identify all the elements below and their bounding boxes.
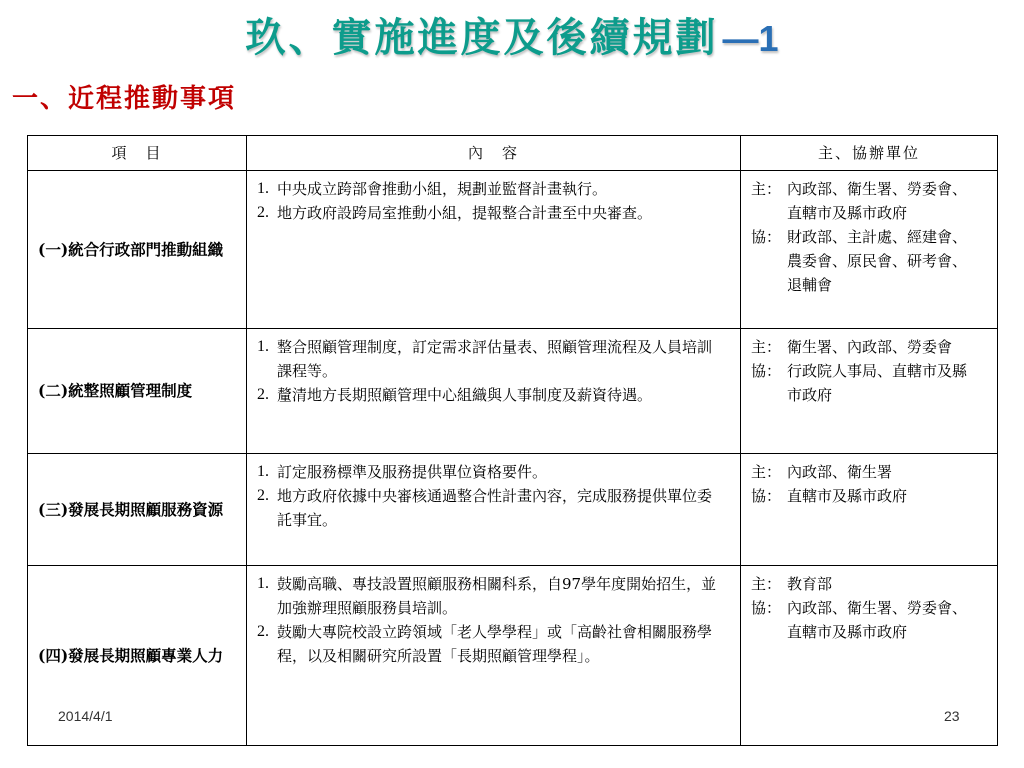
unit-text: 教育部 (787, 575, 833, 593)
unit-line (751, 335, 975, 359)
unit-role: 協： (751, 362, 782, 380)
unit-role: 協： (751, 599, 782, 617)
unit-line (751, 572, 975, 596)
row-item-cell (28, 329, 247, 454)
row-content-cell (247, 566, 741, 746)
row-item-cell (28, 454, 247, 566)
content-number: 1. (257, 180, 269, 197)
row-item-cell (28, 171, 247, 329)
slide-title (0, 6, 1024, 63)
slide-date: 2014/4/1 (58, 708, 113, 724)
unit-line (751, 484, 975, 508)
table-row (28, 454, 998, 566)
slide-title-text: 玖、實施進度及後續規劃 (245, 14, 719, 61)
row-content-cell (247, 171, 741, 329)
unit-line (751, 460, 975, 484)
content-number: 2. (257, 386, 269, 403)
content-text: 地方政府設跨局室推動小組，提報整合計畫至中央審查。 (277, 204, 653, 222)
unit-text: 內政部、衛生署、勞委會、直轄市及縣市政府 (787, 599, 968, 641)
unit-role: 主： (751, 338, 782, 356)
content-line (257, 460, 718, 484)
row-item: (二)統整照顧管理制度 (38, 381, 193, 400)
unit-line (751, 225, 975, 297)
table-row (28, 171, 998, 329)
row-content-cell (247, 454, 741, 566)
header-content: 內 容 (247, 136, 741, 171)
unit-role: 主： (751, 463, 782, 481)
content-line (257, 177, 718, 201)
header-units: 主、協辦單位 (741, 136, 998, 171)
content-text: 地方政府依據中央審核通過整合性計畫內容，完成服務提供單位委託事宜。 (277, 487, 713, 529)
row-item: (四)發展長期照顧專業人力 (38, 645, 224, 665)
content-line (257, 620, 718, 668)
unit-text: 行政院人事局、直轄市及縣市政府 (787, 362, 968, 404)
unit-text: 直轄市及縣市政府 (787, 487, 908, 505)
content-number: 1. (257, 338, 269, 355)
slide-title-suffix: —1 (722, 18, 779, 59)
content-number: 1. (257, 575, 269, 592)
content-line (257, 201, 718, 225)
table-header-row (28, 136, 998, 171)
table-row (28, 566, 998, 746)
content-line (257, 335, 718, 383)
content-text: 整合照顧管理制度，訂定需求評估量表、照顧管理流程及人員培訓課程等。 (277, 338, 713, 380)
content-line (257, 484, 718, 532)
unit-text: 內政部、衛生署 (787, 463, 893, 481)
content-text: 釐清地方長期照顧管理中心組織與人事制度及薪資待遇。 (277, 386, 653, 404)
content-number: 2. (257, 204, 269, 221)
content-line (257, 383, 718, 407)
header-item: 項 目 (28, 136, 247, 171)
unit-role: 主： (751, 575, 782, 593)
row-units-cell (741, 329, 998, 454)
schedule-table (27, 135, 998, 746)
unit-text: 衛生署、內政部、勞委會 (787, 338, 953, 356)
content-text: 鼓勵大專院校設立跨領域「老人學學程」或「高齡社會相關服務學程，以及相關研究所設置「長期照顧管理學程」。 (277, 623, 713, 665)
slide-page-number: 23 (944, 708, 960, 724)
content-text: 訂定服務標準及服務提供單位資格要件。 (277, 463, 548, 481)
table-row (28, 329, 998, 454)
unit-line (751, 596, 975, 644)
content-number: 2. (257, 623, 269, 640)
row-item: (三)發展長期照顧服務資源 (38, 499, 224, 519)
row-units-cell (741, 454, 998, 566)
unit-text: 內政部、衛生署、勞委會、直轄市及縣市政府 (787, 180, 968, 222)
unit-role: 主： (751, 180, 782, 198)
content-line (257, 572, 718, 620)
row-units-cell (741, 171, 998, 329)
row-content-cell (247, 329, 741, 454)
content-number: 2. (257, 487, 269, 504)
unit-line (751, 359, 975, 407)
content-text: 中央成立跨部會推動小組，規劃並監督計畫執行。 (277, 180, 608, 198)
content-number: 1. (257, 463, 269, 480)
unit-text: 財政部、主計處、經建會、農委會、原民會、研考會、退輔會 (787, 228, 968, 294)
content-text: 鼓勵高職、專技設置照顧服務相關科系，自97學年度開始招生，並加強辦理照顧服務員培訓。 (277, 575, 717, 617)
unit-role: 協： (751, 228, 782, 246)
unit-role: 協： (751, 487, 782, 505)
unit-line (751, 177, 975, 225)
row-item: (一)統合行政部門推動組織 (38, 239, 224, 259)
section-heading: 一、近程推動事項 (12, 84, 237, 114)
